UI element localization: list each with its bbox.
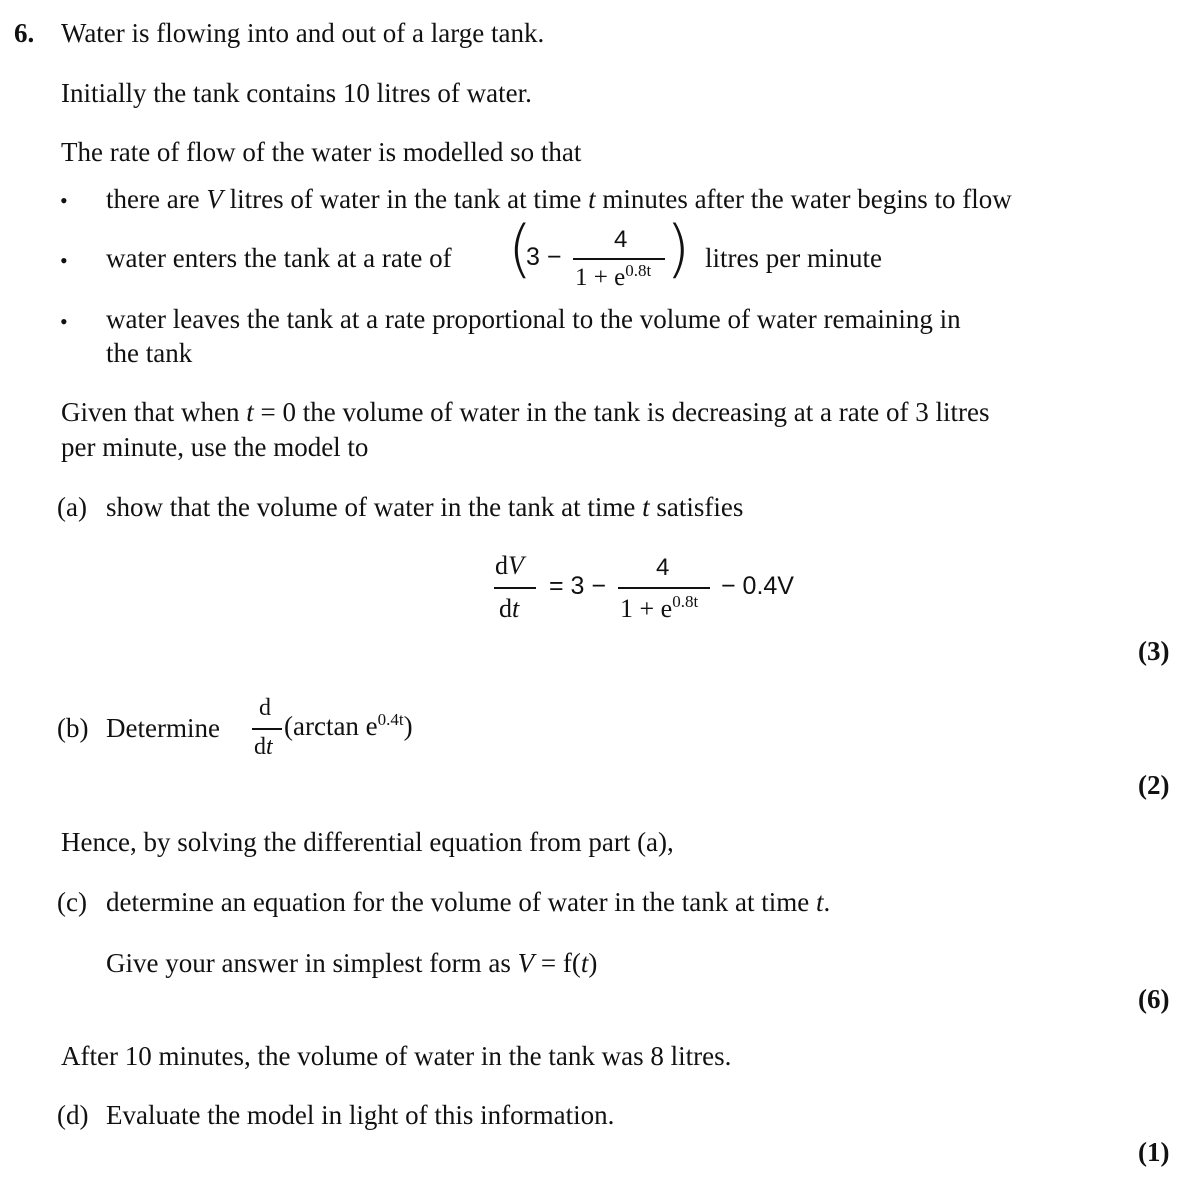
bullet-1-text: there are V litres of water in the tank at time t minutes after the water begins to flow [106,184,1012,214]
part-c-instruction: Give your answer in simplest form as V = f(t) [106,948,598,978]
bullet-dot: • [60,248,68,273]
d-fraction-line [252,728,282,730]
inflow-three: 3 − [526,243,562,271]
arctan-expression: (arctan $e^{0.4t}$) [284,710,413,741]
inflow-units: litres per minute [705,243,882,273]
eq-tail: − 0.4V [721,572,794,600]
given-line2: per minute, use the model to [61,432,369,462]
part-c-label: (c) [57,887,87,917]
part-b-text: Determine [106,713,220,743]
inflow-denominator: $1 + e^{0.8t}$ [575,261,652,291]
left-paren: ( [508,212,533,285]
dv-fraction-line [494,587,536,589]
model-intro-text: The rate of flow of the water is modelled so that [61,137,582,167]
part-b-marks: (2) [1138,770,1170,800]
eq-denominator: $1 + e^{0.8t}$ [620,592,699,623]
bullet-3-line1: water leaves the tank at a rate proportional to the volume of water remaining in [106,304,961,334]
question-number: 6. [14,18,35,48]
eq-equals-three: = 3 − [549,572,606,600]
part-d-marks: (1) [1138,1137,1170,1167]
part-a-text: show that the volume of water in the tank at time t satisfies [106,492,744,522]
part-d-label: (d) [57,1100,89,1130]
part-a-marks: (3) [1138,636,1170,666]
hence-text: Hence, by solving the differential equation from part (a), [61,827,674,857]
bullet-3-line2: the tank [106,338,193,368]
inflow-fraction-line [573,258,665,260]
bullet-dot: • [60,309,68,334]
eq-numerator: 4 [656,554,670,581]
bullet-2-text: water enters the tank at a rate of [106,243,452,273]
part-c-marks: (6) [1138,984,1170,1014]
dv-denominator: dt [499,594,520,623]
d-denominator: dt [254,734,273,760]
part-d-text: Evaluate the model in light of this information. [106,1100,615,1130]
d-numerator: d [259,695,271,721]
after-text: After 10 minutes, the volume of water in the tank was 8 litres. [61,1041,732,1071]
inflow-numerator: 4 [614,226,628,253]
right-paren: ) [666,212,691,285]
dv-numerator: dV [495,551,524,580]
given-line1: Given that when t = 0 the volume of water in the tank is decreasing at a rate of 3 litres [61,397,990,427]
part-b-label: (b) [57,713,89,743]
eq-fraction-line [618,587,710,589]
bullet-dot: • [60,188,68,213]
initial-volume-text: Initially the tank contains 10 litres of water. [61,78,532,108]
part-c-text: determine an equation for the volume of water in the tank at time t. [106,887,831,917]
part-a-label: (a) [57,492,87,522]
question-intro: Water is flowing into and out of a large tank. [61,18,545,48]
